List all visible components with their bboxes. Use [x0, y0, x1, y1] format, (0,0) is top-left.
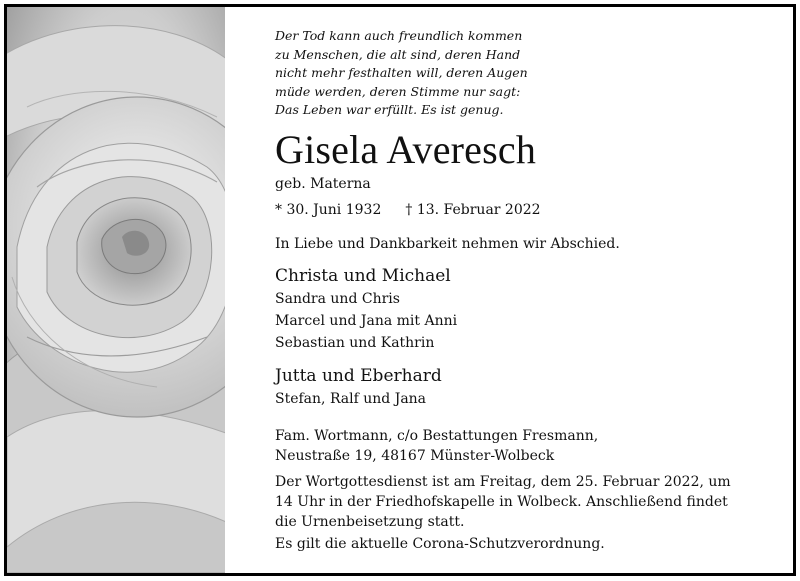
life-dates: [275, 200, 765, 220]
address-line: Neustraße 19, 48167 Münster-Wolbeck: [275, 447, 555, 464]
death-date: † 13. Februar 2022: [405, 201, 541, 218]
deceased-name: Gisela Averesch: [275, 126, 537, 172]
service-line: 14 Uhr in der Friedhofskapelle in Wolbeck. Anschließend findet: [275, 493, 728, 510]
contact-address: [275, 426, 765, 466]
obituary-frame: [4, 4, 796, 576]
poem-line: Der Tod kann auch freundlich kommen: [275, 28, 523, 43]
family-member: Marcel und Jana mit Anni: [275, 312, 458, 329]
poem-line: Das Leben war erfüllt. Es ist genug.: [275, 102, 504, 118]
service-line: Der Wortgottesdienst ist am Freitag, dem 25. Februar 2022, um: [275, 473, 731, 490]
rose-image: [7, 7, 225, 573]
family-member: Sebastian und Kathrin: [275, 334, 435, 351]
poem-line: müde werden, deren Stimme nur sagt:: [275, 83, 521, 99]
birth-date: * 30. Juni 1932: [275, 201, 382, 218]
birth-name: geb. Materna: [275, 175, 371, 192]
service-line: die Urnenbeisetzung statt.: [275, 513, 465, 530]
poem-line: nicht mehr festhalten will, deren Augen: [275, 65, 528, 81]
farewell-text: In Liebe und Dankbarkeit nehmen wir Abschied.: [275, 235, 620, 252]
family-member: Stefan, Ralf und Jana: [275, 390, 427, 407]
poem: [275, 27, 765, 120]
corona-note: Es gilt die aktuelle Corona-Schutzverordnung.: [275, 535, 605, 552]
address-line: Fam. Wortmann, c/o Bestattungen Fresmann,: [275, 427, 599, 444]
rose-photo: [7, 7, 225, 573]
family-head: Jutta und Eberhard: [275, 365, 442, 386]
family-head: Christa und Michael: [275, 265, 451, 286]
service-info: [275, 472, 755, 532]
family-block: [275, 364, 765, 410]
family-member: Sandra und Chris: [275, 290, 400, 307]
poem-line: zu Menschen, die alt sind, deren Hand: [275, 46, 521, 62]
obituary-content: [275, 27, 765, 554]
family-block: [275, 264, 765, 354]
